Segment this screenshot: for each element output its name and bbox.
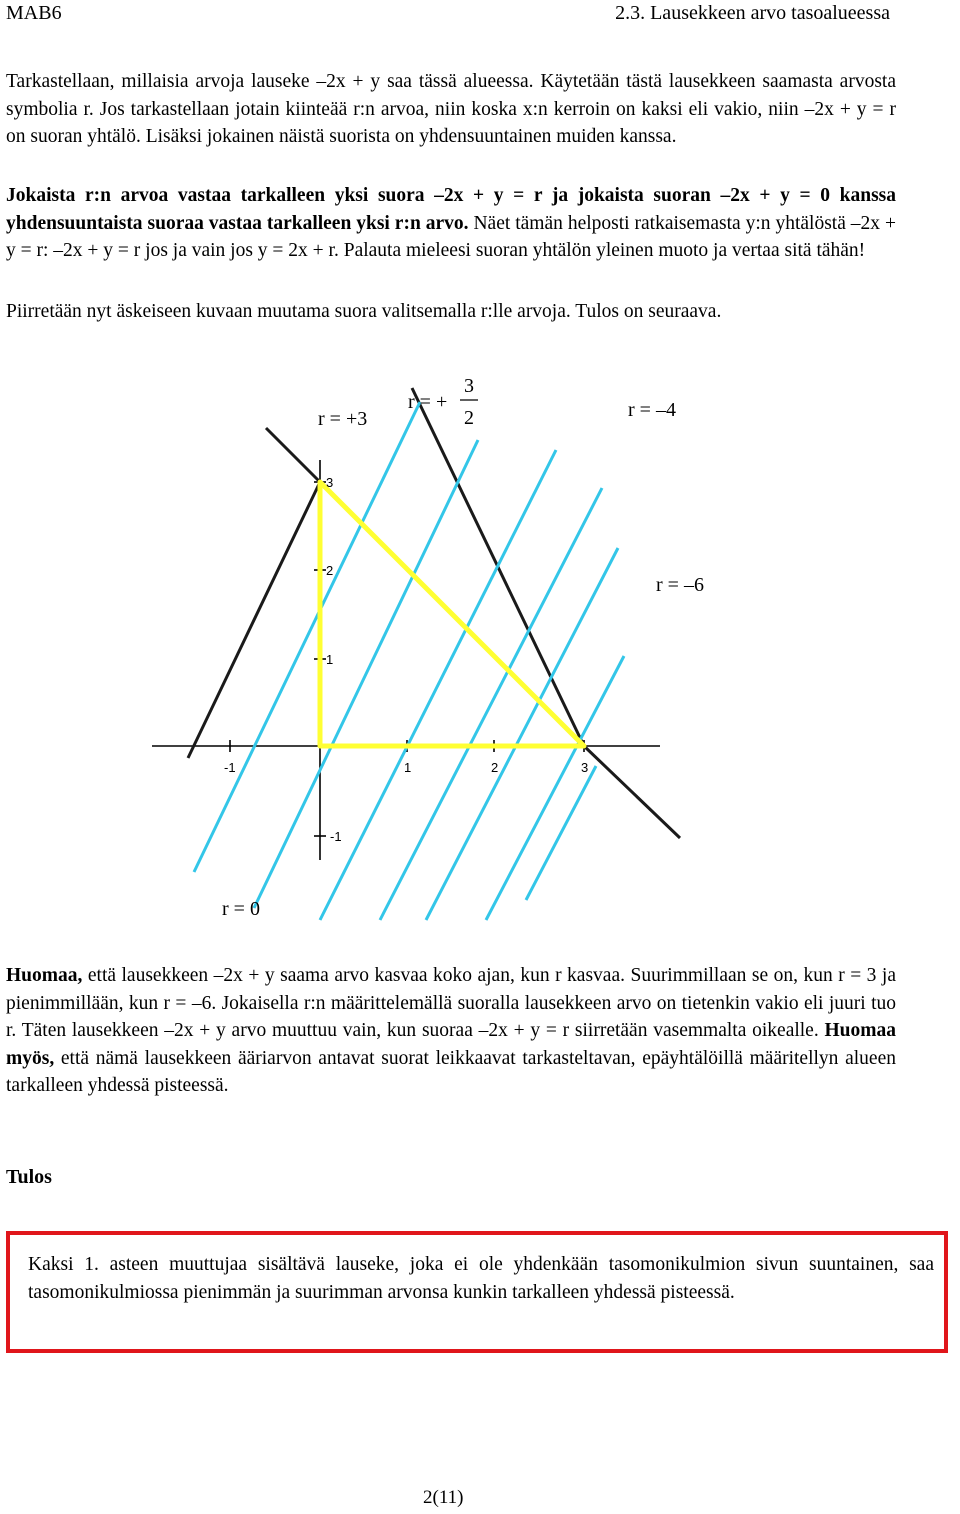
note-emphasis-2: Huomaa myös, xyxy=(6,1020,896,1069)
level-line-7 xyxy=(526,766,596,900)
note-paragraph xyxy=(6,962,896,1100)
result-text: Kaksi 1. asteen muuttujaa sisältävä lauseke, joka ei ole yhdenkään tasomonikulmion sivun suuntainen, saa tasomonikulmiossa pienimmän ja suurimman arvonsa kunkin tarkalleen yhdessä pisteessä. xyxy=(28,1254,934,1303)
level-line-r-minus6-down xyxy=(584,746,680,838)
label-r-frac-num: 3 xyxy=(464,375,474,397)
key-statement: Jokaista r:n arvoa vastaa tarkalleen yksi suora –2x + y = r ja jokaista suoran –2x + y = 0 kanssa yhdensuuntaista suoraa vastaa tarkalleen yksi r:n arvo. xyxy=(6,185,896,234)
intro-paragraph-1: Tarkastellaan, millaisia arvoja lauseke –2x + y saa tässä alueessa. Käytetään tästä lausekkeen saamasta arvosta symbolia r. Jos tarkastellaan jotain kiinteää r:n arvoa, niin koska x:n kerroin on kaksi eli vakio, niin –2x + y = r on suoran yhtälö. Lisäksi jokainen näistä suorista on yhdensuuntainen muiden kanssa. xyxy=(6,71,896,147)
label-r-minus4: r = –4 xyxy=(628,399,676,421)
intro-paragraph-3: Piirretään nyt äskeiseen kuvaan muutama suora valitsemalla r:lle arvoja. Tulos on seuraava. xyxy=(6,301,722,322)
page-number: 2(11) xyxy=(423,1487,464,1508)
intro-paragraph-2 xyxy=(6,182,896,265)
course-code: MAB6 xyxy=(6,2,62,24)
result-box xyxy=(6,1231,948,1353)
x-tick-label-neg1: -1 xyxy=(224,760,236,775)
level-line-6 xyxy=(486,656,624,920)
level-line-1 xyxy=(194,402,420,872)
result-heading: Tulos xyxy=(6,1166,52,1188)
level-line-r-plus3-right xyxy=(266,428,320,482)
y-tick-label-1: 1 xyxy=(326,652,334,667)
note-text-2: että nämä lausekkeen ääriarvon antavat suorat leikkaavat tarkasteltavan, epäyhtälöillä määritellyn alueen tarkalleen yhdessä pisteessä. xyxy=(6,1047,896,1096)
level-line-r-plus3-left xyxy=(188,482,320,758)
y-tick-label-3: 3 xyxy=(326,475,334,490)
x-tick-label-1: 1 xyxy=(404,760,412,775)
y-tick-label-2: 2 xyxy=(326,563,334,578)
explanation-text: Näet tämän helposti ratkaisemasta y:n yhtälöstä –2x + y = r: –2x + y = r jos ja vain jos y = 2x + r. Palauta mieleesi suoran yhtälön yleinen muoto ja vertaa sitä tähän! xyxy=(6,212,896,261)
x-tick-label-2: 2 xyxy=(491,760,499,775)
y-tick-label-neg1: -1 xyxy=(330,829,342,844)
label-r-zero: r = 0 xyxy=(222,898,260,920)
label-r-frac-den: 2 xyxy=(464,407,474,429)
note-emphasis-1: Huomaa, xyxy=(6,965,83,986)
note-text-1: että lausekkeen –2x + y saama arvo kasvaa koko ajan, kun r kasvaa. Suurimmillaan se on, kun r = 3 ja pienimmillään, kun r = –6. Jokaisella r:n määrittelemällä suoralla lausekkeen arvo on tietenkin vakio eli juuri tuo r. Täten lausekkeen –2x + y arvo muuttuu vain, kun suoraa –2x + y = r siirretään vasemmalta oikealle. xyxy=(6,965,896,1041)
feasible-region-triangle xyxy=(320,482,584,746)
section-title: 2.3. Lausekkeen arvo tasoalueessa xyxy=(615,2,890,24)
level-lines-figure xyxy=(0,360,960,940)
label-r-minus6: r = –6 xyxy=(656,574,704,596)
x-tick-label-3: 3 xyxy=(581,760,589,775)
level-line-5 xyxy=(426,548,618,920)
label-r-frac-prefix: r = + xyxy=(408,391,448,413)
label-r-plus3: r = +3 xyxy=(318,408,368,430)
